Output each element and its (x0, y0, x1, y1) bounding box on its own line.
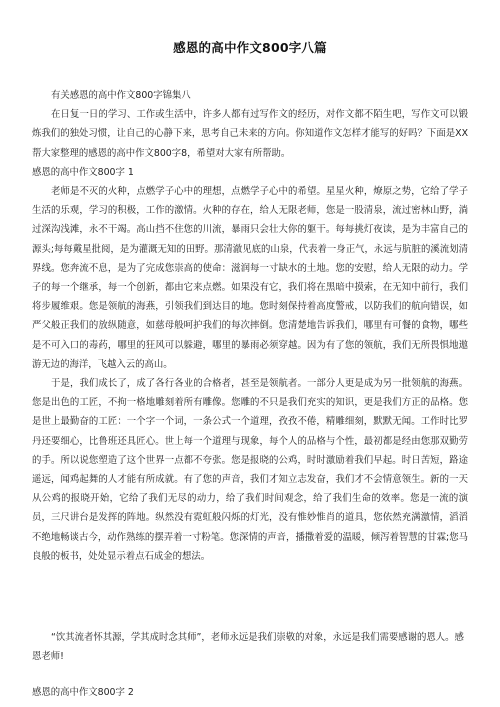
quote-text: “饮其流者怀其源，学其成时念其师”，老师永远是我们崇敬的对象，永远是我们需要感谢的恩人。感恩老师! (32, 632, 464, 663)
section-heading-2: 感恩的高中作文800字 2 (32, 687, 134, 698)
quote-paragraph (32, 628, 468, 666)
section-heading-1: 感恩的高中作文800字 1 (32, 166, 134, 178)
intro-heading: 有关感恩的高中作文800字锦集八 (51, 90, 191, 101)
intro-paragraph: 在日复一日的学习、工作或生活中，许多人都有过写作文的经历，对作文都不陌生吧，写作文可以锻炼我们的独处习惯，让自己的心静下来，思考自己未来的方向。你知道作文怎样才能写的好吗？下面是XX帮大家整理的感恩的高中作文800字8，希望对大家有所帮助。 (32, 109, 468, 159)
page-title: 感恩的高中作文800字八篇 (173, 40, 327, 55)
document-body (32, 86, 468, 566)
section-1-paragraph-2: 于是，我们成长了，成了各行各业的合格者，甚至是领航者。一部分人更是成为另一批领航的海燕。您是出色的工匠，不拘一格地雕刻着所有雕像。您雕的不只是我们充实的知识，更是我们方正的品格。您是世上最勤奋的工匠：一个字一个词，一条公式一个道理，孜孜不倦，精雕细刻，默默无闻。工作时比罗丹还要细心，比鲁班还具匠心。世上每一个道理与现象，每个人的品格与个性，最初都是经由您那双勤劳的手。所以说您塑造了这个世界一点都不夸张。您是报晓的公鸡，时时激励着我们早起。时日苦短，路途遥远，闻鸡起舞的人才能有所成就。有了您的声音，我们才知立志发奋，我们才不会情意领生。新的一天从公鸡的报晓开始，它给了我们无尽的动力，给了我们时间观念，给了我们生命的效率。您是一流的演员，三尺讲台是发挥的阵地。纵然没有霓虹般闪烁的灯光，没有惟妙惟肖的道具，您依然充满激情，滔滔不绝地畅谈古今，动作熟练的摆弄着一寸粉笔。您深情的声音，播撒着爱的温暖，倾泻着智慧的甘霖;您马良般的板书，处处显示着点石成金的想法。 (32, 378, 468, 562)
section-1-paragraph-1: 老师是不灭的火种，点燃学子心中的理想，点燃学子心中的希望。星星火种，燎原之势，它给了学子生活的乐观，学习的积极，工作的激情。火种的存在，给人无限老师，您是一股清泉，流过密林山野，淌过深沟浅滩，永不干竭。高山挡不住您的川流，暴雨只会壮大你的躯干。每每挑灯夜读，是为丰富自己的源头;每每戴星批阅，是为灌溉无知的田野。那清澈见底的山泉，代表着一身正气，永远与肮脏的溪流划清界线。您奔流不息，是为了完成您崇高的使命：滋润每一寸缺水的土地。您的安慰，给人无限的动力。学子的每一个继承，每一个创新，都由它来点燃。如果没有它，我们将在黑暗中摸索，在无知中前行，我们将步履维艰。您是领航的海燕，引领我们到达目的地。您时刻保持着高度警戒，以防我们的航向错误，如严父般正我们的放纵随意，如慈母般呵护我们的每次摔倒。您清楚地告诉我们，哪里有可餐的食物，哪些是不可入口的毒药，哪里的狂风可以躲避，哪里的暴雨必须穿越。因为有了您的领航，我们无所畏惧地遨游无边的海洋，飞越入云的高山。 (32, 186, 468, 370)
